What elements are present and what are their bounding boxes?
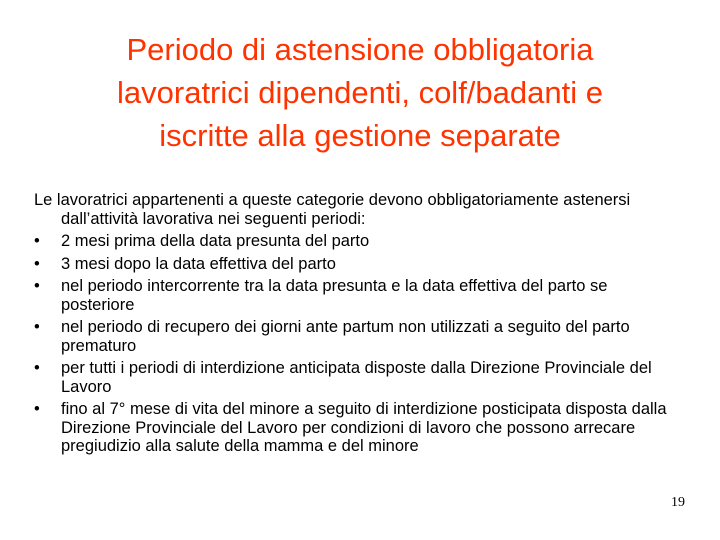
bullet-item — [34, 232, 674, 251]
slide-title — [20, 28, 700, 157]
bullet-text: nel periodo intercorrente tra la data presunta e la data effettiva del parto se posteriore — [61, 277, 608, 314]
bullet-item — [34, 318, 674, 355]
bullet-item — [34, 255, 674, 274]
bullet-text: nel periodo di recupero dei giorni ante partum non utilizzati a seguito del parto prematuro — [61, 318, 630, 355]
slide-body — [34, 191, 674, 456]
bullet-text: per tutti i periodi di interdizione anticipata disposte dalla Direzione Provinciale del Lavoro — [61, 359, 652, 396]
slide-title-line-3: iscritte alla gestione separate — [159, 118, 561, 153]
slide-title-line-2: lavoratrici dipendenti, colf/badanti e — [117, 75, 603, 110]
slide-title-line-1: Periodo di astensione obbligatoria — [126, 32, 594, 67]
bullet-text: fino al 7° mese di vita del minore a seguito di interdizione posticipata disposta dalla Direzione Provinciale del Lavoro per condizioni di lavoro che possono arrecare pregiudizio alla salute della mamma e del minore — [61, 400, 667, 455]
bullet-marker: • — [34, 254, 40, 273]
bullet-list — [34, 232, 674, 456]
bullet-text: 3 mesi dopo la data effettiva del parto — [61, 254, 336, 273]
bullet-item — [34, 400, 674, 456]
bullet-marker: • — [34, 318, 40, 336]
bullet-item — [34, 277, 674, 314]
bullet-marker: • — [34, 400, 40, 418]
intro-paragraph: Le lavoratrici appartenenti a queste categorie devono obbligatoriamente astenersi dall’attività lavorativa nei seguenti periodi: — [34, 191, 631, 228]
bullet-item — [34, 359, 674, 396]
bullet-marker: • — [34, 232, 40, 250]
bullet-marker: • — [34, 359, 40, 377]
bullet-text: 2 mesi prima della data presunta del parto — [61, 232, 370, 250]
bullet-marker: • — [34, 277, 40, 295]
page-number: 19 — [671, 495, 685, 510]
